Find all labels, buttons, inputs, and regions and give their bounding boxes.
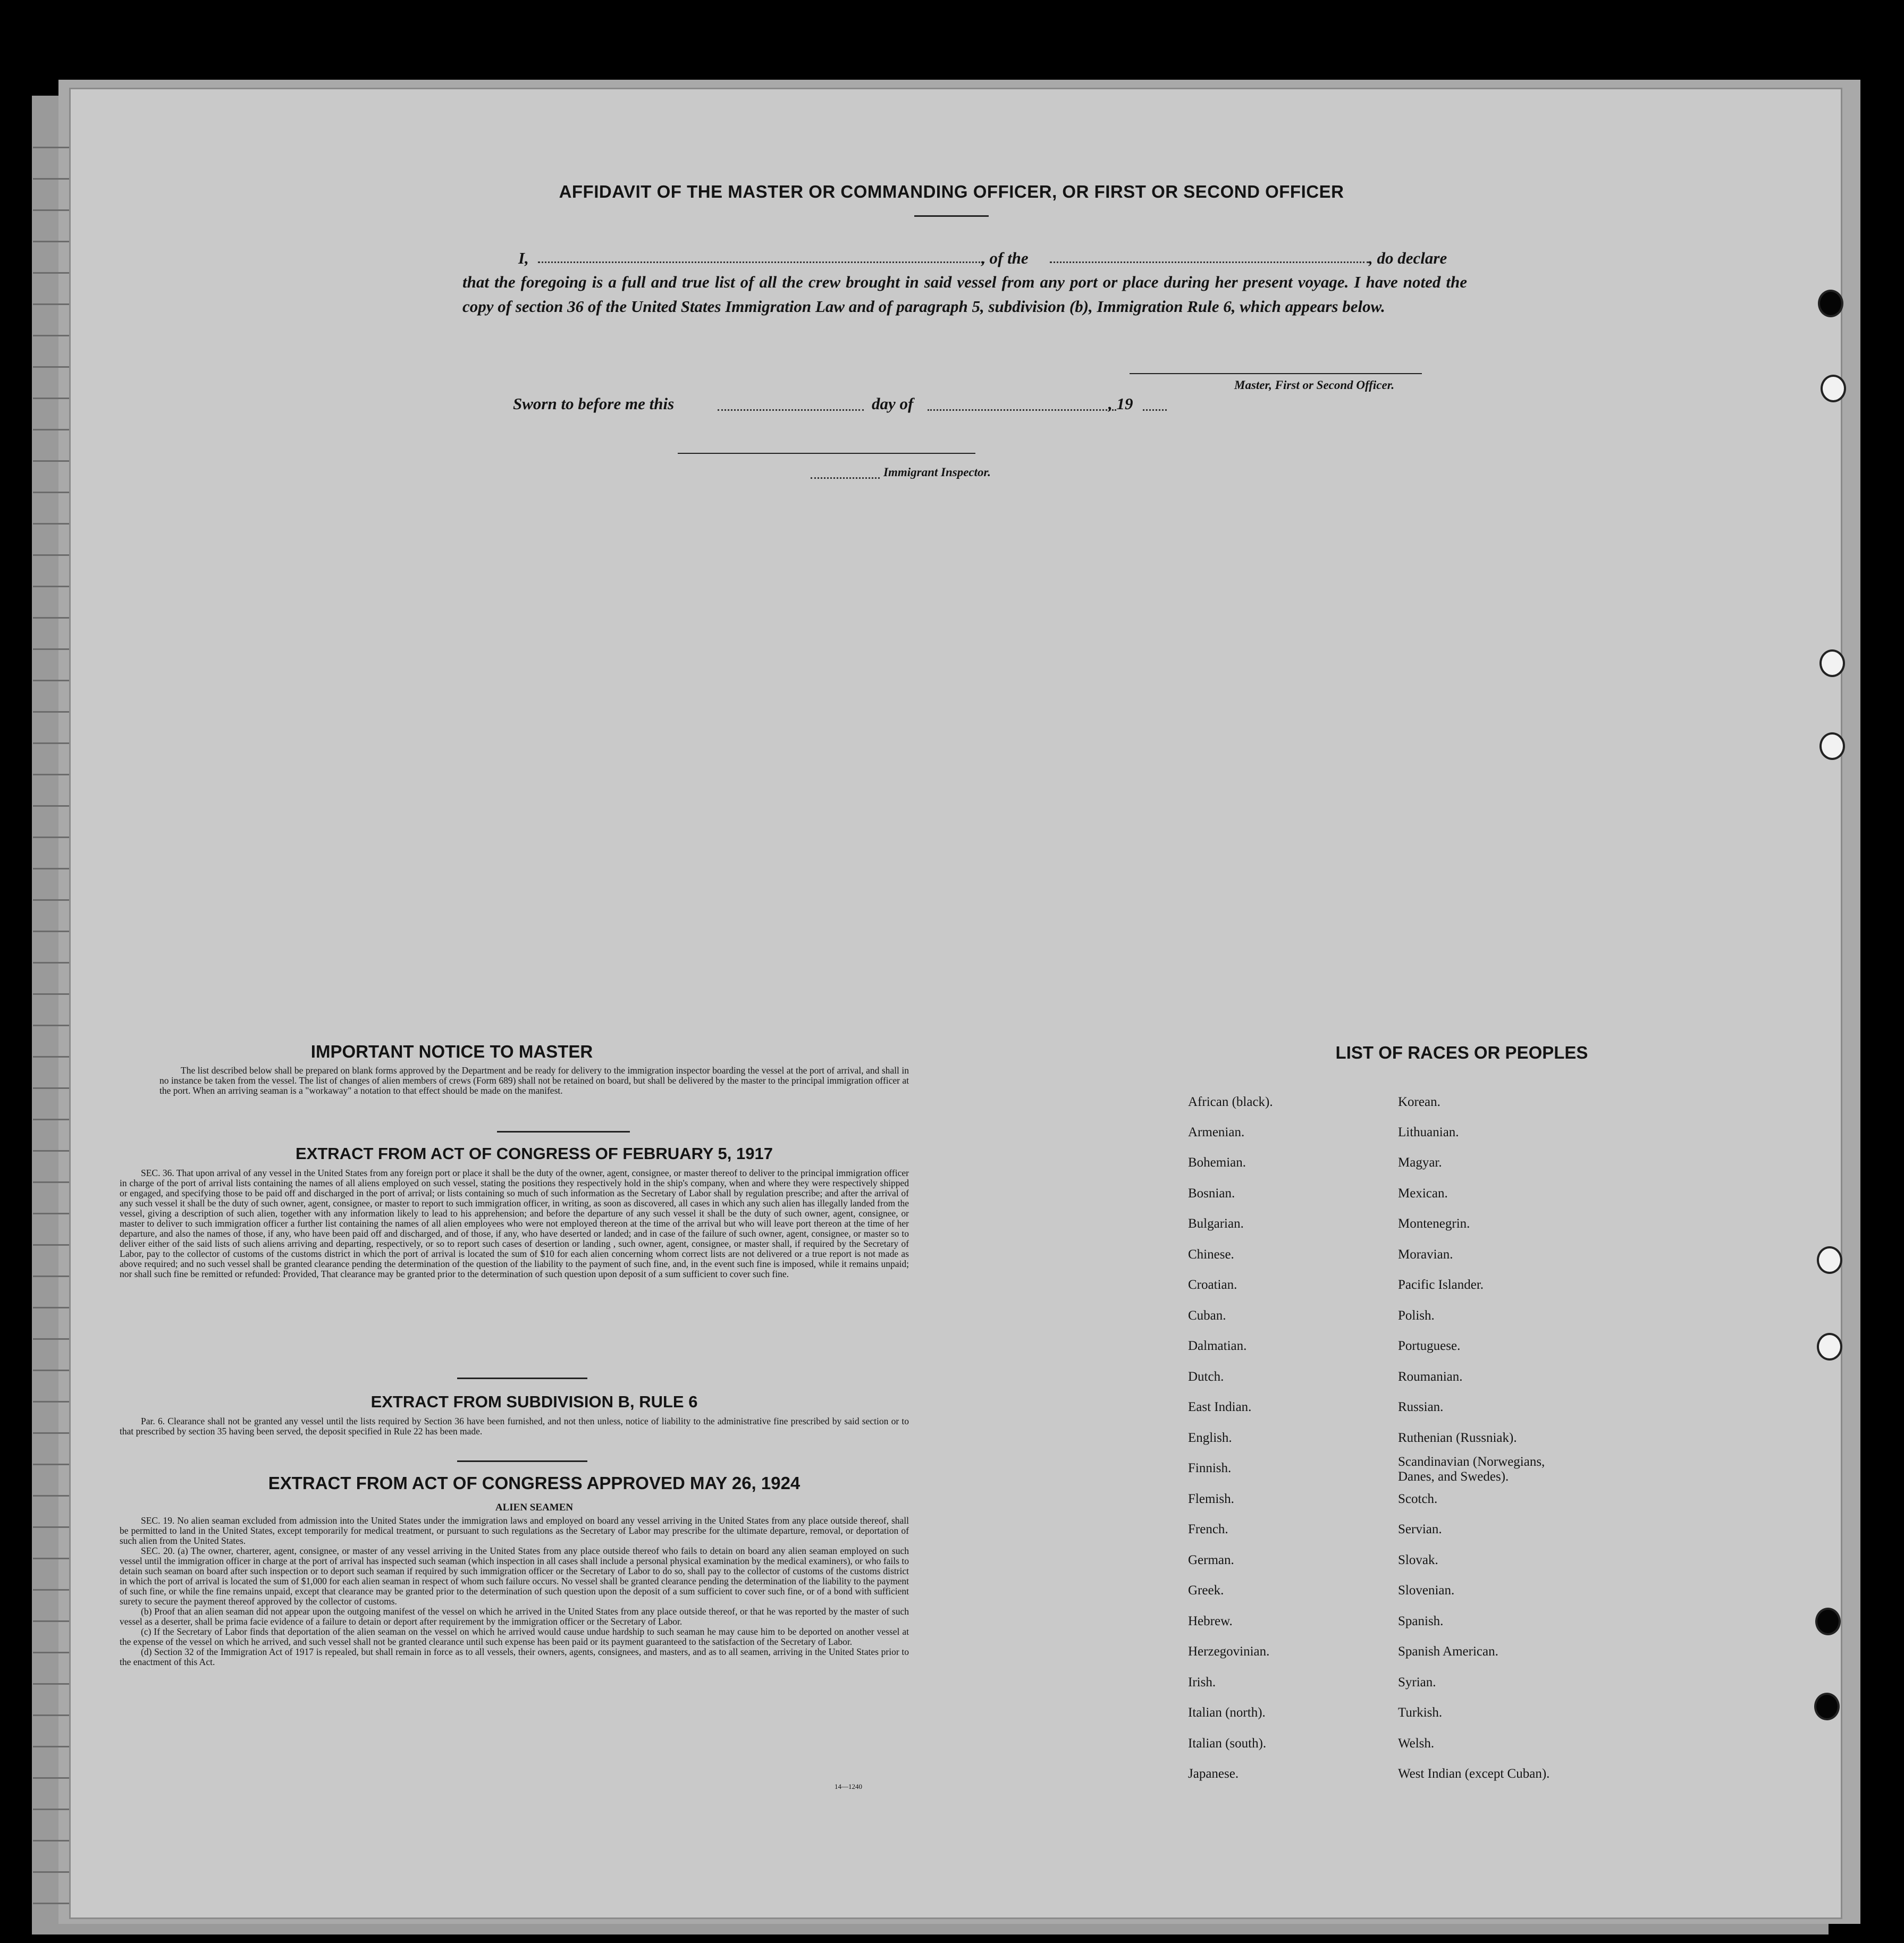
extract-1917-text xyxy=(120,1168,909,1279)
race-item: Italian (north). xyxy=(1188,1705,1266,1720)
sec-19-paragraph: SEC. 19. No alien seaman excluded from admission into the United States under the immigration laws and employed on board any vessel arriving in the United States from any place outside thereof, shall be permitted to land in the United States, except temporarily for medical treatment, or pursuant to such regulations as the Secretary of Labor may prescribe for the ultimate departure, removal, or deportation of such alien from the United States. xyxy=(120,1515,909,1546)
extract-1917-paragraph: SEC. 36. That upon arrival of any vessel in the United States from any foreign port or place it shall be the duty of the owner, agent, consignee, or master thereof to deliver to the principal immigration officer in charge of the port of arrival lists containing the names of all aliens employed on such vessel, stating the positions they respectively hold in the ship's company, when and where they were respectively shipped or engaged, and specifying those to be paid off and discharged in the port of arrival; or lists containing so much of such information as the Secretary of Labor shall by regulation prescribe; and after the arrival of any such vessel it shall be the duty of such owner, agent, consignee, or master to report to such immigration officer, in writing, as soon as discovered, all cases in which any such alien has illegally landed from the vessel, giving a description of such alien, together with any information likely to lead to his apprehension; and before the departure of any such vessel it shall be the duty of such owner, agent, consignee, or master to deliver to such immigration officer a further list containing the names of all alien employees who were not employed thereon at the time of the arrival but who will leave port thereon at the time of her departure, and also the names of those, if any, who have been paid off and discharged, and of those, if any, who have deserted or landed; and in case of the failure of such owner, agent, consignee, or master so to deliver either of the said lists of such aliens arriving and departing, respectively, or so to report such cases of desertion or landing , such owner, agent, consignee, or master shall, if required by the Secretary of Labor, pay to the collector of customs of the customs district in which the port of arrival is located the sum of $10 for each alien concerning whom correct lists are not delivered or a true report is not made as above required; and no such vessel shall be granted clearance pending the determination of the question of the liability to the payment of such fine, and, in the event such fine is imposed, while it remains unpaid; nor shall such fine be remitted or refunded: Provided, That clearance may be granted prior to the determination of such question upon deposit of a sum sufficient to cover such fine. xyxy=(120,1168,909,1279)
race-item: Dutch. xyxy=(1188,1370,1224,1384)
affidavit-declare: , do declare xyxy=(1369,249,1447,267)
race-item: West Indian (except Cuban). xyxy=(1398,1767,1550,1781)
inspector-signature-line[interactable] xyxy=(678,453,975,454)
extract-1917-title: EXTRACT FROM ACT OF CONGRESS OF FEBRUARY 5, 1917 xyxy=(296,1144,773,1163)
race-item: Syrian. xyxy=(1398,1675,1436,1689)
race-item: English. xyxy=(1188,1431,1232,1445)
inspector-lead xyxy=(811,477,880,479)
race-item: German. xyxy=(1188,1553,1234,1567)
affidavit-body: that the foregoing is a full and true list of all the crew brought in said vessel from any port or place during her present voyage. I have noted the copy of section 36 of the United States Immigration Law and of paragraph 5, subdivision (b), Immigration Rule 6, which appears below. xyxy=(462,273,1467,316)
race-item: Korean. xyxy=(1398,1095,1440,1109)
race-item: Italian (south). xyxy=(1188,1736,1267,1751)
vessel-blank[interactable] xyxy=(1050,261,1369,263)
officer-signature-label: Master, First or Second Officer. xyxy=(1234,378,1395,392)
races-title: LIST OF RACES OR PEOPLES xyxy=(1335,1043,1588,1062)
day-of-label: day of xyxy=(872,394,914,413)
race-item: Bosnian. xyxy=(1188,1186,1235,1201)
race-item: Servian. xyxy=(1398,1522,1442,1536)
officer-signature-line[interactable] xyxy=(1130,373,1422,374)
race-item: Pacific Islander. xyxy=(1398,1278,1484,1292)
race-item: Spanish. xyxy=(1398,1614,1444,1628)
divider xyxy=(457,1460,587,1462)
race-item: Chinese. xyxy=(1188,1247,1234,1262)
race-item: African (black). xyxy=(1188,1095,1273,1109)
punch-hole xyxy=(1817,1333,1842,1361)
form-number: 14—1240 xyxy=(835,1783,862,1790)
race-item: Portuguese. xyxy=(1398,1339,1461,1353)
race-item: Slovenian. xyxy=(1398,1583,1455,1598)
name-blank[interactable] xyxy=(538,261,984,263)
punch-hole xyxy=(1814,1693,1840,1720)
race-item: Cuban. xyxy=(1188,1308,1226,1323)
race-item: Montenegrin. xyxy=(1398,1217,1470,1231)
sworn-label: Sworn to before me this xyxy=(513,394,675,413)
race-item: Russian. xyxy=(1398,1400,1444,1414)
notice-title: IMPORTANT NOTICE TO MASTER xyxy=(310,1042,593,1061)
race-item: Welsh. xyxy=(1398,1736,1435,1751)
extract-rule6-text xyxy=(120,1416,909,1437)
race-item: Bulgarian. xyxy=(1188,1217,1244,1231)
race-item: Greek. xyxy=(1188,1583,1224,1598)
punch-hole xyxy=(1817,1246,1842,1274)
race-item: Finnish. xyxy=(1188,1461,1232,1475)
divider xyxy=(497,1131,630,1133)
race-item: Moravian. xyxy=(1398,1247,1453,1262)
sec-20a-paragraph: SEC. 20. (a) The owner, charterer, agent, consignee, or master of any vessel arriving in the United States from any place outside thereof who fails to detain on board any alien seaman employed on such vessel until the immigration officer in charge at the port of arrival has inspected such seaman (which inspection in all cases shall include a personal physical examination by the medical examiners), or who fails to detain such seaman on board after such inspection or to deport such seaman if required by such immigration officer or the Secretary of Labor to do so, shall pay to the collector of customs of the customs district in which the port of arrival is located the sum of $1,000 for each alien seaman in respect of whom such failure occurs. No vessel shall be granted clearance pending the determination of the liability to the payment of such fine, or while the fine remains unpaid, except that clearance may be granted prior to the determination of such question upon the deposit of a sum sufficient to cover such fine, or of a bond with sufficient surety to secure the payment thereof approved by the collector of customs. xyxy=(120,1545,909,1607)
race-item: Magyar. xyxy=(1398,1155,1442,1170)
race-item: French. xyxy=(1188,1522,1228,1536)
divider xyxy=(457,1378,587,1379)
race-item: Flemish. xyxy=(1188,1492,1234,1506)
punch-hole xyxy=(1819,732,1845,760)
punch-hole xyxy=(1821,375,1846,402)
extract-rule6-title: EXTRACT FROM SUBDIVISION B, RULE 6 xyxy=(370,1392,698,1411)
notice-paragraph: The list described below shall be prepared on blank forms approved by the Department and be ready for delivery to the immigration inspector boarding the vessel at the port of arrival, and shall in no instance be taken from the vessel. The list of changes of alien members of crews (Form 689) shall not be retained on board, but shall be delivered by the master to the principal immigration officer at the port. When an arriving seaman is a "workaway" a notation to that effect should be made on the manifest. xyxy=(159,1065,909,1096)
extract-1924-text xyxy=(120,1516,909,1667)
race-item: Scandinavian (Norwegians, Danes, and Swedes). xyxy=(1398,1455,1545,1484)
punch-hole xyxy=(1815,1608,1841,1635)
race-item: Spanish American. xyxy=(1398,1644,1498,1659)
sworn-day-blank[interactable] xyxy=(718,409,864,411)
notice-text xyxy=(159,1066,909,1096)
sec-20c-paragraph: (c) If the Secretary of Labor finds that deportation of the alien seaman on the vessel on which he arrived would cause undue hardship to such seaman he may cause him to be deported on another vessel at the expense of the vessel on which he arrived, and such vessel shall not be granted clearance until such expense has been paid or its payment guaranteed to the satisfaction of the Secretary of Labor. xyxy=(120,1626,909,1647)
alien-seamen-subtitle: ALIEN SEAMEN xyxy=(495,1502,574,1513)
punch-hole xyxy=(1818,290,1843,317)
race-item: Lithuanian. xyxy=(1398,1125,1459,1139)
race-item: Roumanian. xyxy=(1398,1370,1463,1384)
race-item: Dalmatian. xyxy=(1188,1339,1247,1353)
affidavit-i: I, xyxy=(518,249,529,267)
year-blank[interactable] xyxy=(1143,409,1167,411)
race-item: Mexican. xyxy=(1398,1186,1448,1201)
race-item: Croatian. xyxy=(1188,1278,1237,1292)
race-item: Armenian. xyxy=(1188,1125,1245,1139)
race-item: Polish. xyxy=(1398,1308,1435,1323)
race-item: Irish. xyxy=(1188,1675,1216,1689)
affidavit-title: AFFIDAVIT OF THE MASTER OR COMMANDING OFFICER, OR FIRST OR SECOND OFFICER xyxy=(559,182,1344,201)
extract-rule6-paragraph: Par. 6. Clearance shall not be granted any vessel until the lists required by Section 36 have been furnished, and not then unless, notice of liability to the administrative fine prescribed by said section or to that prescribed by section 35 having been served, the deposit specified in Rule 22 has been made. xyxy=(120,1416,909,1437)
race-item: East Indian. xyxy=(1188,1400,1252,1414)
ruled-edge xyxy=(33,117,73,1913)
title-rule xyxy=(914,215,989,217)
sec-20d-paragraph: (d) Section 32 of the Immigration Act of 1917 is repealed, but shall remain in force as to all vessels, their owners, agents, consignees, and masters, and as to all seamen, arriving in the United States prior to the enactment of this Act. xyxy=(120,1646,909,1667)
race-item: Herzegovinian. xyxy=(1188,1644,1270,1659)
race-item: Turkish. xyxy=(1398,1705,1443,1720)
race-item: Ruthenian (Russniak). xyxy=(1398,1431,1517,1445)
year-label: , 19 xyxy=(1108,394,1133,413)
race-item: Bohemian. xyxy=(1188,1155,1246,1170)
race-item: Japanese. xyxy=(1188,1767,1239,1781)
extract-1924-title: EXTRACT FROM ACT OF CONGRESS APPROVED MAY 26, 1924 xyxy=(268,1473,801,1493)
race-item: Hebrew. xyxy=(1188,1614,1233,1628)
inspector-label: Immigrant Inspector. xyxy=(883,466,991,479)
race-item: Slovak. xyxy=(1398,1553,1438,1567)
punch-hole xyxy=(1819,649,1845,677)
affidavit-of-the: , of the xyxy=(981,249,1029,267)
sec-20b-paragraph: (b) Proof that an alien seaman did not appear upon the outgoing manifest of the vessel on which he arrived in the United States from any place outside thereof, or that he was reported by the master of such vessel as a deserter, shall be prima facie evidence of a failure to detain or deport after requirement by the immigration officer or the Secretary of Labor. xyxy=(120,1606,909,1627)
sworn-month-blank[interactable] xyxy=(928,409,1116,411)
race-item: Scotch. xyxy=(1398,1492,1438,1506)
